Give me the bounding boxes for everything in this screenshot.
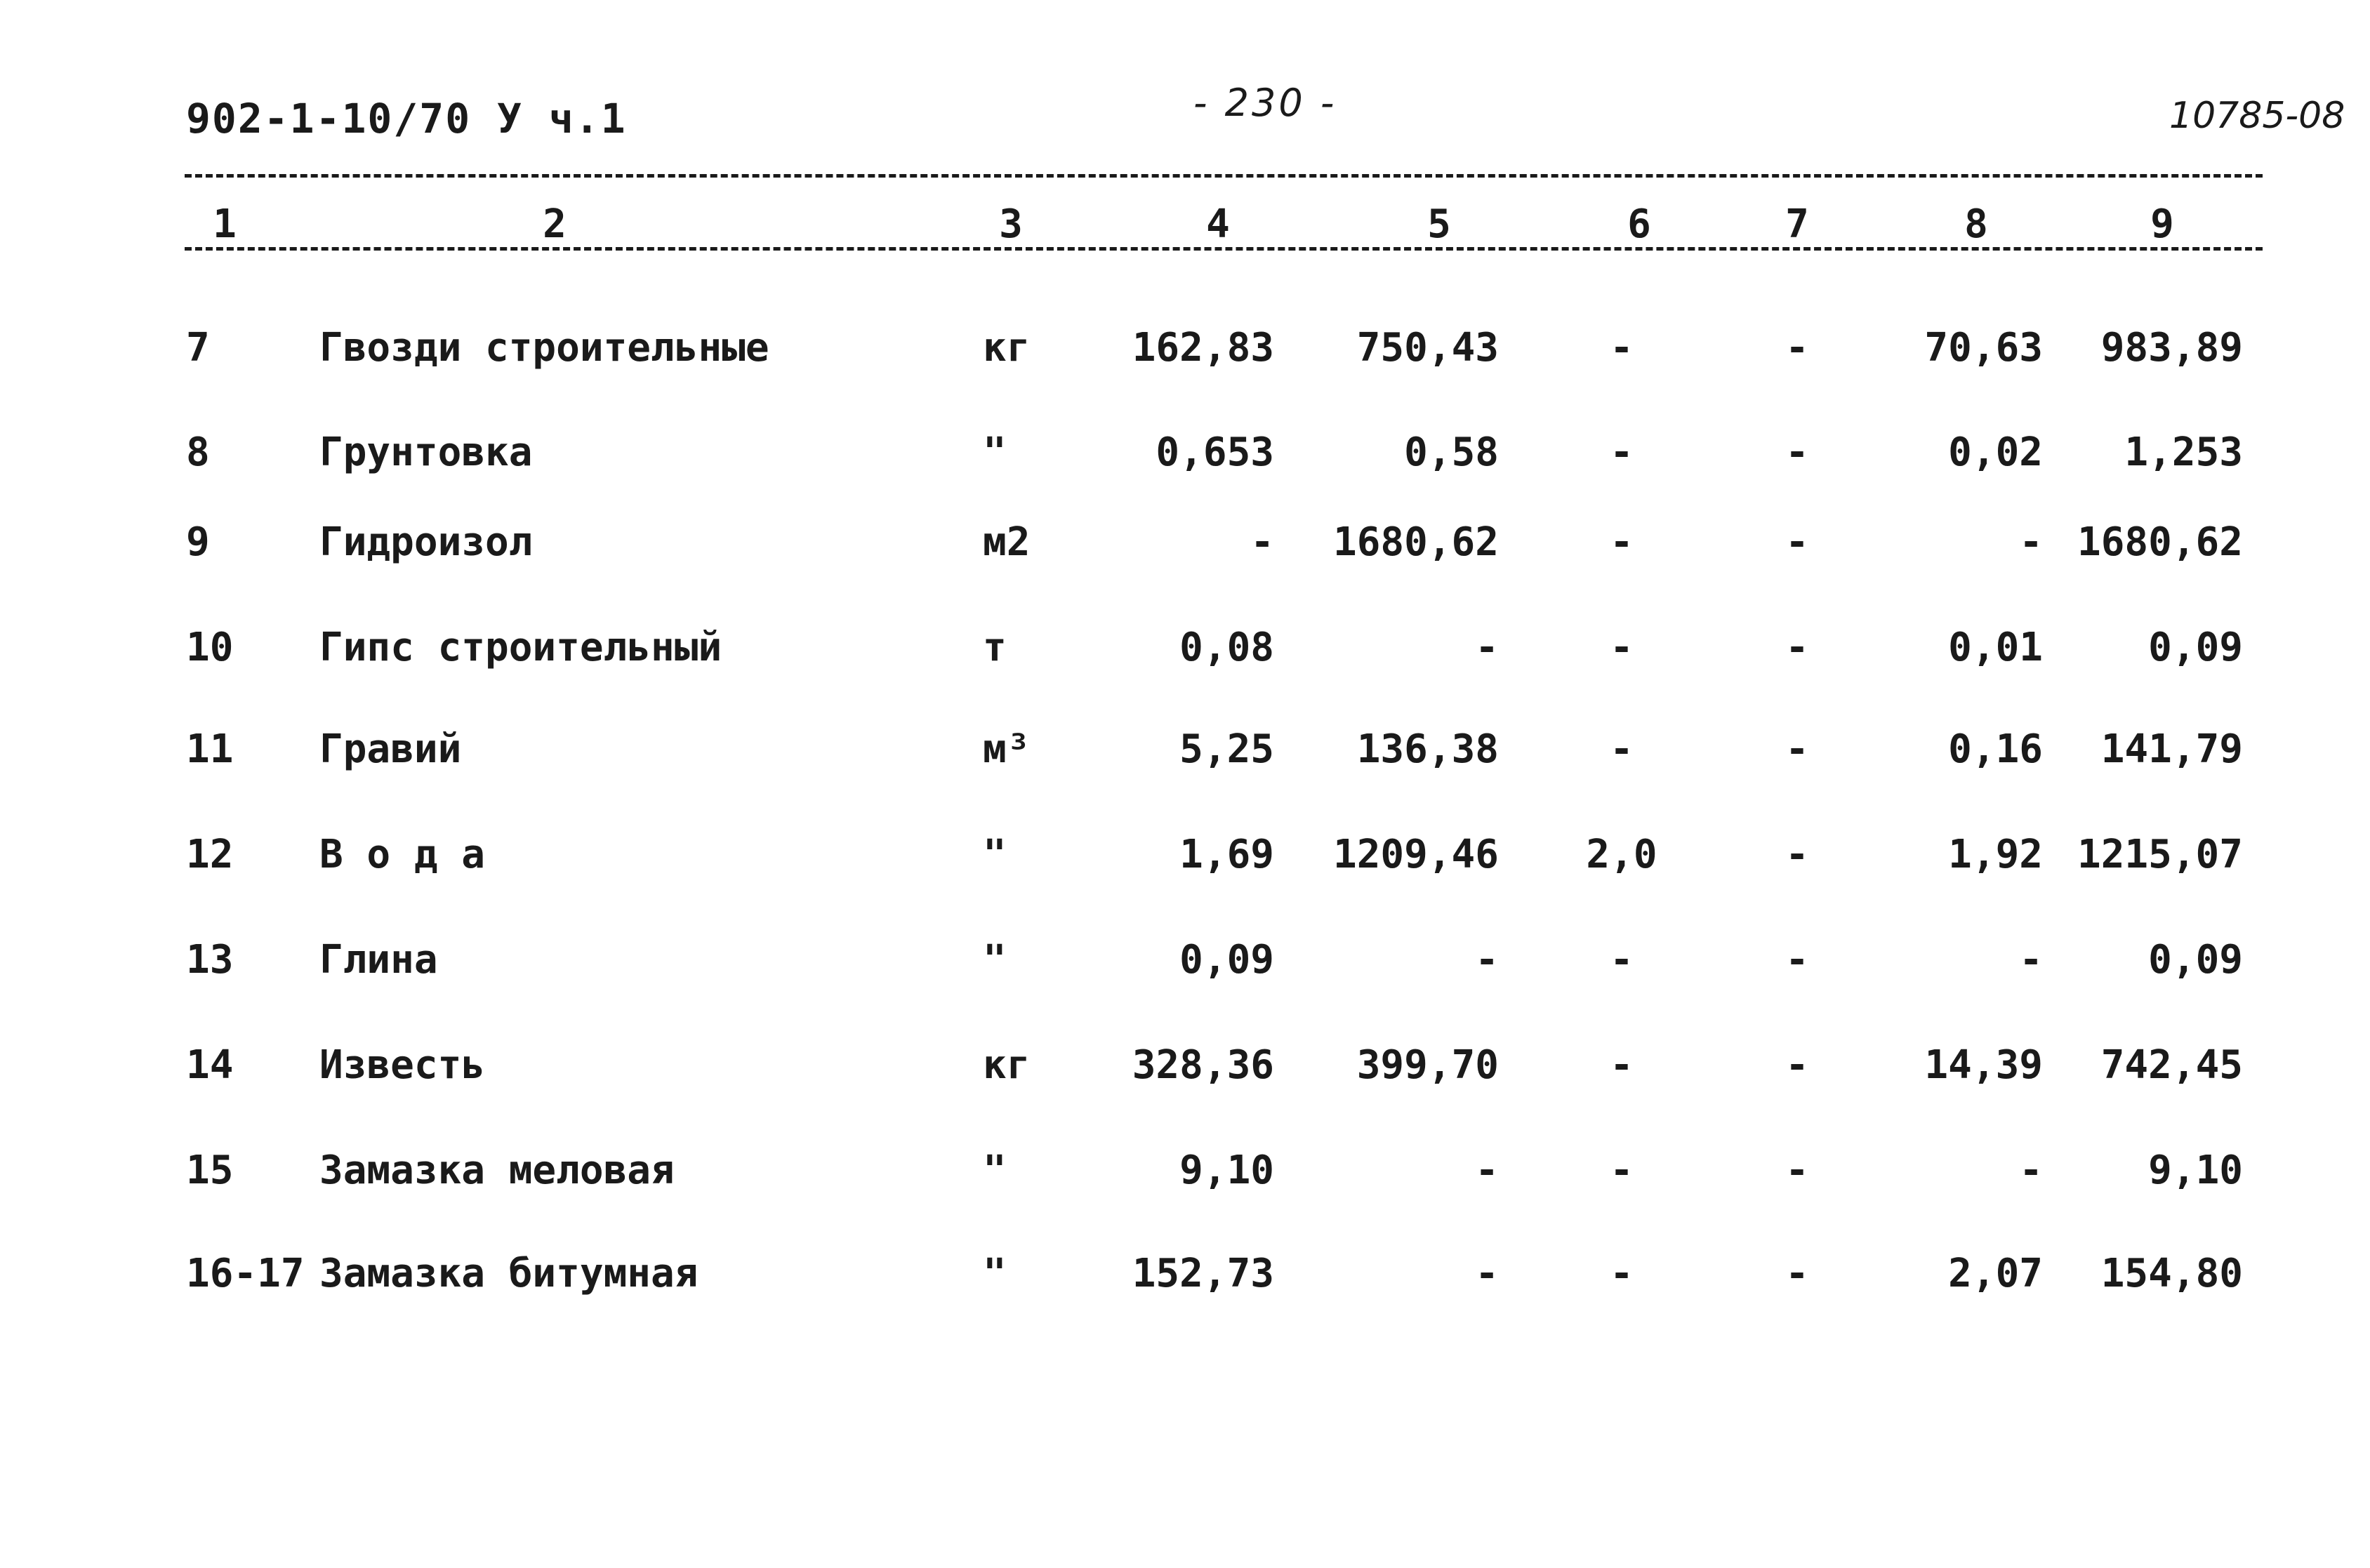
document-code: 902-1-10/70 У ч.1	[186, 95, 627, 142]
value-col-8: 2,07	[1948, 1251, 2043, 1296]
value-col-5: 399,70	[1356, 1042, 1499, 1088]
value-col-5: 1680,62	[1332, 519, 1499, 565]
material-name: Гидроизол	[319, 519, 533, 565]
value-col-4: 9,10	[1179, 1148, 1274, 1193]
value-col-4: -	[1250, 519, 1274, 565]
value-col-7: -	[1785, 519, 1809, 565]
value-col-6: -	[1610, 430, 1634, 475]
unit: кг	[983, 325, 1031, 371]
material-name: В о д а	[319, 832, 486, 877]
row-number: 7	[186, 325, 210, 371]
column-header-7: 7	[1785, 201, 1809, 247]
row-number: 12	[186, 832, 234, 877]
material-name: Гравий	[319, 726, 462, 772]
unit: м³	[983, 726, 1031, 772]
value-col-9: 1,253	[2124, 430, 2243, 475]
value-col-9: 983,89	[2100, 325, 2243, 371]
value-col-6: 2,0	[1586, 832, 1657, 877]
value-col-7: -	[1785, 325, 1809, 371]
archive-number: 10785-08	[2169, 95, 2345, 137]
column-header-9: 9	[2150, 201, 2174, 247]
material-name: Замазка меловая	[319, 1148, 675, 1193]
column-header-8: 8	[1964, 201, 1988, 247]
value-col-8: 0,02	[1948, 430, 2043, 475]
value-col-4: 162,83	[1132, 325, 1274, 371]
unit: "	[983, 1251, 1007, 1296]
value-col-5: 0,58	[1404, 430, 1499, 475]
value-col-7: -	[1785, 832, 1809, 877]
value-col-7: -	[1785, 726, 1809, 772]
column-header-6: 6	[1627, 201, 1651, 247]
material-name: Гипс строительный	[319, 625, 722, 670]
value-col-4: 0,08	[1179, 625, 1274, 670]
value-col-9: 1680,62	[2077, 519, 2243, 565]
column-header-2: 2	[543, 201, 567, 247]
row-number: 8	[186, 430, 210, 475]
row-number: 10	[186, 625, 234, 670]
row-number: 15	[186, 1148, 234, 1193]
value-col-5: -	[1475, 1251, 1499, 1296]
value-col-9: 154,80	[2100, 1251, 2243, 1296]
value-col-6: -	[1610, 519, 1634, 565]
value-col-8: -	[2019, 1148, 2043, 1193]
column-header-1: 1	[213, 201, 237, 247]
unit: "	[983, 937, 1007, 983]
value-col-7: -	[1785, 937, 1809, 983]
table-header-rule	[185, 247, 2263, 251]
value-col-7: -	[1785, 1042, 1809, 1088]
unit: м2	[983, 519, 1031, 565]
value-col-8: 1,92	[1948, 832, 2043, 877]
column-header-5: 5	[1427, 201, 1451, 247]
material-name: Гвозди строительные	[319, 325, 769, 371]
value-col-6: -	[1610, 1251, 1634, 1296]
value-col-9: 9,10	[2148, 1148, 2243, 1193]
material-name: Замазка битумная	[319, 1251, 699, 1296]
value-col-7: -	[1785, 1251, 1809, 1296]
value-col-9: 0,09	[2148, 937, 2243, 983]
row-number: 9	[186, 519, 210, 565]
value-col-5: 1209,46	[1332, 832, 1499, 877]
value-col-5: 750,43	[1356, 325, 1499, 371]
value-col-7: -	[1785, 1148, 1809, 1193]
value-col-8: 0,16	[1948, 726, 2043, 772]
value-col-6: -	[1610, 1042, 1634, 1088]
value-col-9: 141,79	[2100, 726, 2243, 772]
column-header-3: 3	[999, 201, 1023, 247]
value-col-4: 1,69	[1179, 832, 1274, 877]
row-number: 13	[186, 937, 234, 983]
value-col-5: 136,38	[1356, 726, 1499, 772]
value-col-8: 0,01	[1948, 625, 2043, 670]
unit: "	[983, 1148, 1007, 1193]
material-name: Глина	[319, 937, 438, 983]
material-name: Известь	[319, 1042, 486, 1088]
value-col-5: -	[1475, 625, 1499, 670]
value-col-4: 5,25	[1179, 726, 1274, 772]
value-col-9: 742,45	[2100, 1042, 2243, 1088]
table-top-rule	[185, 174, 2263, 178]
unit: "	[983, 832, 1007, 877]
material-name: Грунтовка	[319, 430, 533, 475]
value-col-4: 328,36	[1132, 1042, 1274, 1088]
value-col-9: 1215,07	[2077, 832, 2243, 877]
value-col-7: -	[1785, 430, 1809, 475]
value-col-6: -	[1610, 625, 1634, 670]
value-col-4: 0,09	[1179, 937, 1274, 983]
row-number: 11	[186, 726, 234, 772]
value-col-6: -	[1610, 325, 1634, 371]
value-col-5: -	[1475, 1148, 1499, 1193]
row-number: 16-17	[186, 1251, 305, 1296]
page-number: - 230 -	[1193, 81, 1337, 125]
value-col-8: 70,63	[1924, 325, 2043, 371]
unit: "	[983, 430, 1007, 475]
value-col-9: 0,09	[2148, 625, 2243, 670]
unit: т	[983, 625, 1007, 670]
value-col-4: 152,73	[1132, 1251, 1274, 1296]
value-col-4: 0,653	[1156, 430, 1274, 475]
value-col-6: -	[1610, 726, 1634, 772]
row-number: 14	[186, 1042, 234, 1088]
value-col-8: -	[2019, 519, 2043, 565]
value-col-7: -	[1785, 625, 1809, 670]
value-col-6: -	[1610, 937, 1634, 983]
column-header-4: 4	[1206, 201, 1230, 247]
value-col-5: -	[1475, 937, 1499, 983]
value-col-8: -	[2019, 937, 2043, 983]
value-col-6: -	[1610, 1148, 1634, 1193]
unit: кг	[983, 1042, 1031, 1088]
value-col-8: 14,39	[1924, 1042, 2043, 1088]
